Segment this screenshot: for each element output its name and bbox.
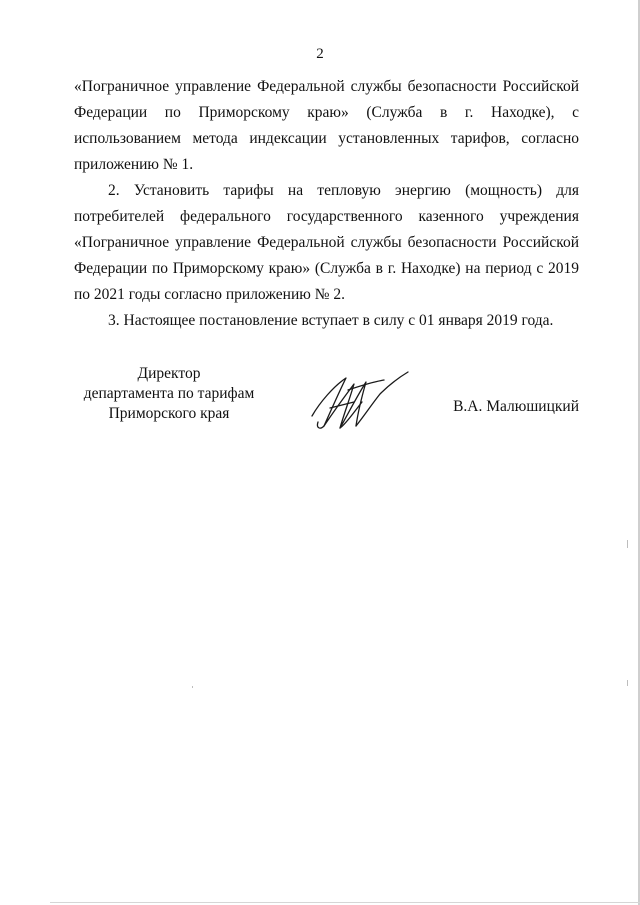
scan-artifact bbox=[627, 680, 628, 686]
signer-title-line-3: Приморского края bbox=[108, 405, 230, 422]
signer-name: В.А. Малюшицкий bbox=[453, 398, 579, 415]
signer-title-line-1: Директор bbox=[137, 365, 201, 382]
paragraph-tariffs: 2. Установить тарифы на тепловую энергию (мощность) для потребителей федерального государственного казенного учреждения «Пограничное управление Федеральной службы безопасности Российской Федерации по Приморскому краю» (Служба в г. Находке) на период с 2019 по 2021 годы согласно приложению № 2. bbox=[74, 182, 579, 303]
signer-title bbox=[74, 364, 264, 424]
handwritten-signature bbox=[310, 368, 410, 434]
paragraph-effective-date: 3. Настоящее постановление вступает в силу с 01 января 2019 года. bbox=[108, 312, 554, 329]
signer-title-line-2: департамента по тарифам bbox=[83, 385, 255, 402]
scan-artifact bbox=[192, 686, 193, 688]
document-body bbox=[74, 74, 579, 334]
page-number: 2 bbox=[316, 46, 324, 62]
scan-edge-bottom bbox=[50, 902, 640, 903]
paragraph-continuation: «Пограничное управление Федеральной службы безопасности Российской Федерации по Приморскому краю» (Служба в г. Находке), с использованием метода индексации установленных тарифов, согласно приложению № 1. bbox=[74, 78, 579, 173]
scan-artifact bbox=[627, 540, 628, 548]
signature-block bbox=[74, 364, 579, 444]
